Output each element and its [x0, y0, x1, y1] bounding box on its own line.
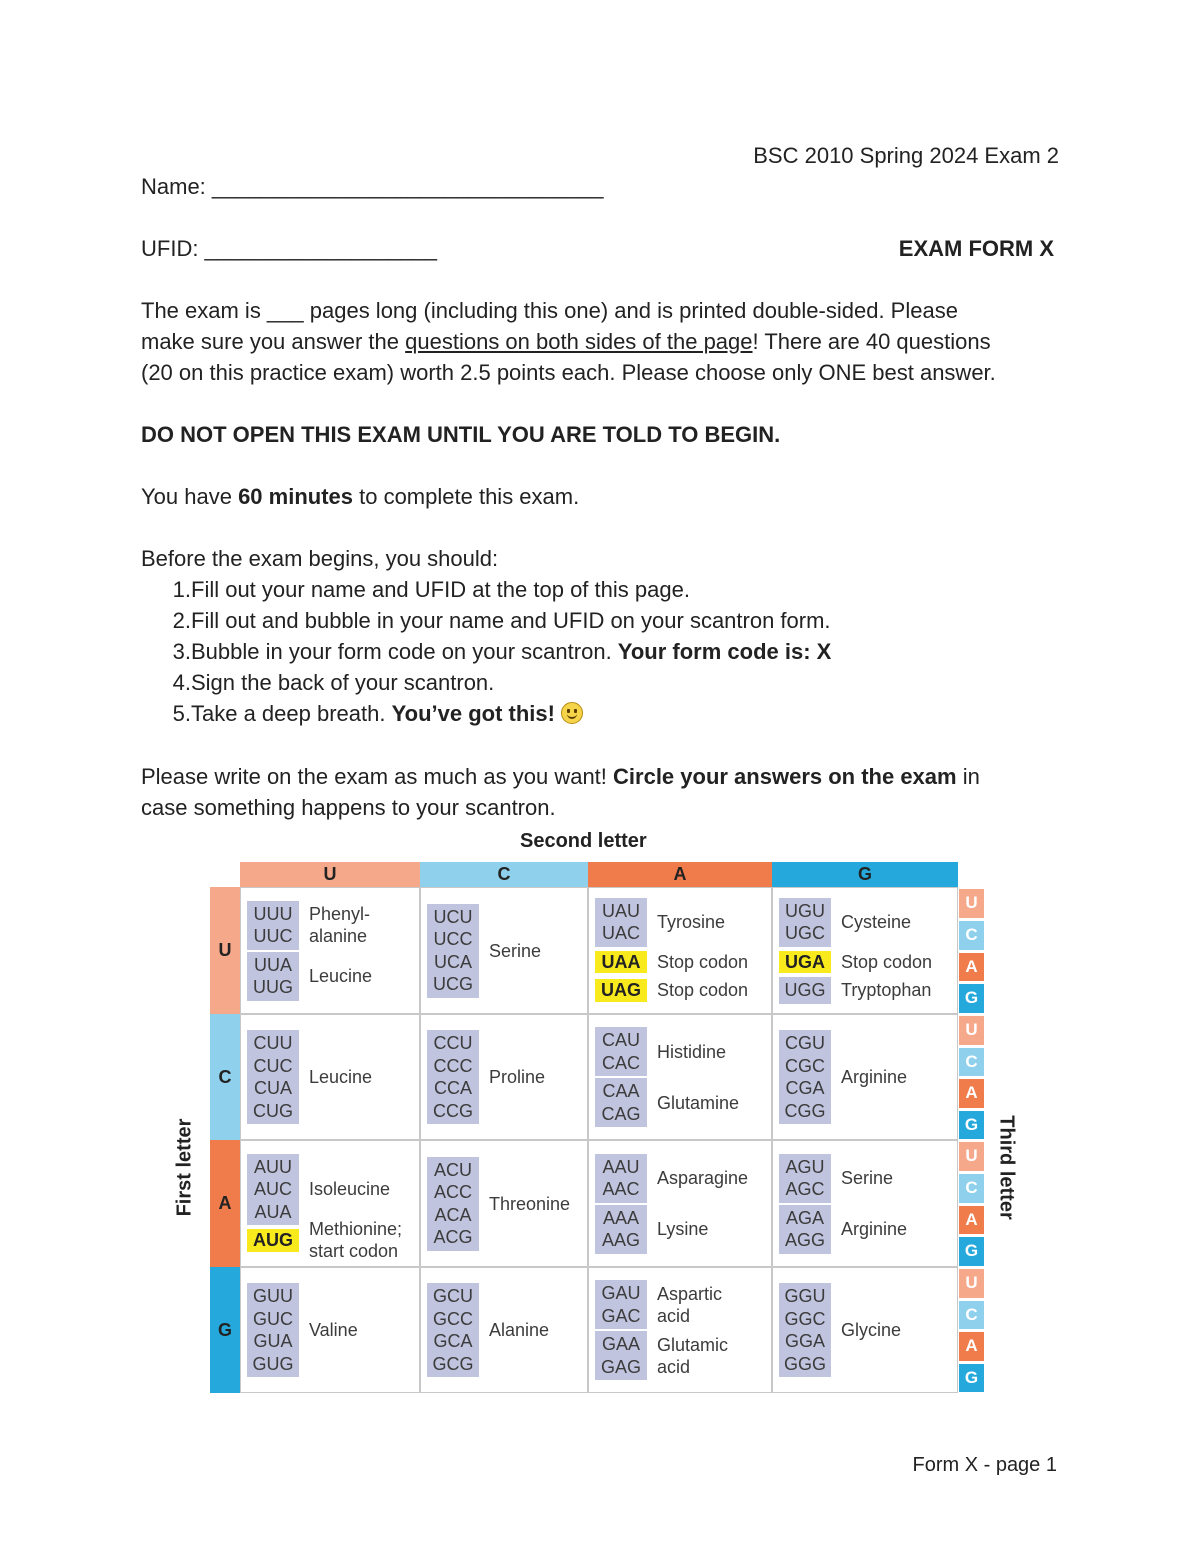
codon: CCA	[433, 1078, 472, 1098]
codon: CUC	[253, 1055, 293, 1076]
intro-line-3: (20 on this practice exam) worth 2.5 points each. Please choose only ONE best answer.	[141, 360, 996, 385]
amino-acid: Arginine	[841, 1067, 908, 1087]
amino-acid: Serine	[841, 1168, 894, 1188]
intro-text: ! There are 40 questions	[752, 329, 991, 354]
codon: AAG	[601, 1230, 640, 1250]
codon: GAA	[601, 1334, 640, 1354]
codon: GCA	[433, 1331, 473, 1351]
codon: UAC	[601, 923, 640, 943]
amino-acid: Phenyl-	[309, 904, 371, 924]
intro-text: make sure you answer the	[141, 329, 406, 354]
amino-acid: acid	[657, 1356, 691, 1377]
amino-acid: Alanine	[489, 1320, 550, 1340]
column-header-g: G	[772, 862, 958, 887]
codon: GCU	[433, 1286, 473, 1306]
list-text	[191, 698, 583, 729]
before-heading: Before the exam begins, you should:	[141, 546, 499, 571]
codon: AAU	[602, 1156, 640, 1177]
codon: AGG	[784, 1230, 825, 1250]
codon: AAA	[602, 1207, 640, 1228]
codon: GUC	[253, 1308, 293, 1329]
first-letter-title: First letter	[173, 1118, 196, 1217]
amino-acid: Leucine	[309, 1067, 373, 1087]
list-text: Fill out your name and UFID at the top of this page.	[191, 577, 690, 602]
amino-acid: Tyrosine	[657, 912, 726, 932]
codon: AGC	[785, 1179, 825, 1199]
time-text: to complete this exam.	[353, 484, 580, 509]
third-letter-g: G	[959, 1237, 984, 1266]
highlighted-codon: UGA	[779, 951, 831, 974]
course-title: BSC 2010 Spring 2024 Exam 2	[753, 143, 1059, 168]
time-text: You have	[141, 484, 239, 509]
amino-acid: Stop codon	[841, 951, 933, 972]
list-item	[121, 605, 831, 636]
codon: UCU	[433, 906, 473, 927]
codon: GGG	[783, 1353, 826, 1374]
codon: UGC	[785, 923, 825, 943]
column-header-c: C	[420, 862, 588, 887]
list-number: 4.	[172, 670, 191, 695]
closing-text: Please write on the exam as much as you want!	[141, 764, 614, 789]
third-letter-g: G	[959, 1364, 984, 1393]
row-header-g: G	[210, 1267, 240, 1393]
list-item	[121, 698, 555, 729]
warning: DO NOT OPEN THIS EXAM UNTIL YOU ARE TOLD TO BEGIN.	[141, 422, 781, 447]
third-letter-a: A	[959, 1206, 984, 1235]
amino-acid: Glutamine	[657, 1092, 740, 1113]
amino-acid: Valine	[309, 1320, 358, 1340]
amino-acid: start codon	[309, 1241, 399, 1262]
codon: UCA	[433, 951, 472, 972]
codon: AUC	[253, 1179, 292, 1199]
list-text: Fill out and bubble in your name and UFID on your scantron form.	[191, 608, 831, 633]
codon: GGC	[784, 1308, 826, 1329]
codon: CAC	[601, 1052, 640, 1073]
second-letter-title: Second letter	[520, 830, 647, 852]
row-header-a: A	[210, 1140, 240, 1267]
third-letter-g: G	[959, 1111, 984, 1140]
time-line	[141, 481, 579, 512]
amino-acid: Tryptophan	[841, 980, 932, 1001]
codon: AUA	[254, 1201, 292, 1222]
amino-acid: Stop codon	[657, 980, 749, 1001]
third-letter-u: U	[959, 1269, 984, 1298]
codon-table	[173, 828, 1020, 1398]
codon: GAU	[601, 1283, 641, 1303]
amino-acid: Arginine	[841, 1219, 908, 1239]
codon: UGG	[784, 980, 826, 1000]
amino-acid: Lysine	[657, 1219, 709, 1239]
list-number: 5.	[172, 701, 191, 726]
codon: CAG	[601, 1103, 641, 1124]
codon: UUA	[253, 954, 292, 975]
name-field[interactable]: Name: ________________________________	[141, 174, 604, 199]
codon: CCG	[433, 1100, 473, 1121]
intro-line-1: The exam is ___ pages long (including this one) and is printed double-sided. Please	[141, 298, 958, 323]
third-letter-c: C	[959, 1301, 984, 1330]
codon: AGU	[785, 1156, 825, 1177]
third-letter-title: Third letter	[995, 1115, 1018, 1220]
closing-line-1	[141, 761, 980, 792]
amino-acid: Asparagine	[657, 1168, 749, 1188]
third-letter-u: U	[959, 889, 984, 918]
codon: GGU	[784, 1286, 826, 1306]
ufid-field[interactable]: UFID: ___________________	[141, 236, 438, 261]
amino-acid: Proline	[489, 1067, 546, 1087]
closing-text: in	[956, 764, 980, 789]
codon: CUG	[253, 1100, 293, 1121]
amino-acid: acid	[657, 1305, 691, 1326]
codon: UUC	[253, 926, 293, 946]
list-item	[121, 667, 495, 698]
codon: CGA	[785, 1078, 825, 1098]
third-letter-u: U	[959, 1016, 984, 1045]
form-code: Your form code is: X	[617, 639, 832, 664]
exam-form-label: EXAM FORM X	[898, 236, 1054, 261]
codon: UCG	[433, 974, 473, 994]
codon: CGC	[785, 1055, 825, 1076]
list-number: 1.	[172, 577, 191, 602]
list-text-plain: Take a deep breath.	[191, 701, 392, 726]
list-item	[121, 574, 690, 605]
list-text	[191, 636, 831, 667]
third-letter-a: A	[959, 1079, 984, 1108]
time-bold: 60 minutes	[238, 484, 353, 509]
codon: UGU	[785, 900, 825, 921]
codon: CAU	[601, 1030, 640, 1050]
highlighted-codon: AUG	[247, 1229, 299, 1252]
list-item	[121, 636, 832, 667]
codon: ACG	[433, 1227, 473, 1247]
codon: AAC	[602, 1179, 640, 1199]
codon: GUA	[253, 1331, 293, 1351]
smiley-icon	[561, 702, 583, 724]
codon: CGU	[785, 1033, 825, 1053]
codon: CGG	[784, 1100, 826, 1121]
column-header-u: U	[240, 862, 420, 887]
amino-acid: Isoleucine	[309, 1179, 391, 1200]
codon: GUG	[252, 1353, 294, 1374]
list-number: 3.	[172, 639, 191, 664]
codon: UUG	[253, 977, 293, 997]
third-letter-u: U	[959, 1142, 984, 1171]
codon: AGA	[785, 1207, 824, 1228]
list-text: Sign the back of your scantron.	[191, 670, 495, 695]
codon: ACU	[433, 1159, 472, 1180]
row-header-c: C	[210, 1014, 240, 1140]
amino-acid: Stop codon	[657, 951, 749, 972]
third-letter-c: C	[959, 921, 984, 950]
codon: CCC	[433, 1055, 473, 1076]
amino-acid: Threonine	[489, 1193, 571, 1214]
third-letter-a: A	[959, 953, 984, 982]
codon: ACA	[434, 1204, 472, 1225]
codon: CUA	[253, 1078, 292, 1098]
codon: GCC	[433, 1308, 473, 1329]
codon: GCG	[432, 1353, 474, 1374]
row-header-u: U	[210, 887, 240, 1014]
page-footer: Form X - page 1	[912, 1454, 1057, 1476]
list-text-plain: Bubble in your form code on your scantron.	[191, 639, 618, 664]
amino-acid: Cysteine	[841, 912, 912, 932]
amino-acid: Serine	[489, 940, 542, 961]
codon: UAU	[601, 900, 640, 921]
amino-acid: Leucine	[309, 966, 373, 986]
intro-line-2	[141, 326, 991, 357]
amino-acid: Histidine	[657, 1041, 727, 1062]
amino-acid: alanine	[309, 926, 368, 946]
amino-acid: Glycine	[841, 1320, 902, 1340]
codon: CAA	[602, 1081, 640, 1101]
amino-acid: Aspartic	[657, 1283, 723, 1304]
codon: AUU	[253, 1156, 292, 1177]
amino-acid: Glutamic	[657, 1334, 729, 1355]
intro-underline: questions on both sides of the page	[405, 329, 753, 354]
closing-line-2: case something happens to your scantron.	[141, 795, 556, 820]
list-number: 2.	[172, 608, 191, 633]
amino-acid: Methionine;	[309, 1219, 403, 1240]
codon: CUU	[253, 1033, 293, 1053]
third-letter-c: C	[959, 1174, 984, 1203]
codon: UUU	[253, 903, 293, 924]
third-letter-c: C	[959, 1048, 984, 1077]
column-header-a: A	[588, 862, 772, 887]
third-letter-a: A	[959, 1332, 984, 1361]
codon: GGA	[784, 1331, 825, 1351]
codon: UCC	[433, 929, 473, 949]
third-letter-g: G	[959, 984, 984, 1013]
encouragement: You’ve got this!	[391, 701, 555, 726]
codon: ACC	[433, 1182, 472, 1202]
codon: GAC	[601, 1305, 641, 1326]
closing-bold: Circle your answers on the exam	[613, 764, 957, 789]
codon: GUU	[253, 1286, 293, 1306]
highlighted-codon: UAG	[595, 979, 647, 1002]
codon: GAG	[600, 1356, 641, 1377]
codon: CCU	[433, 1033, 473, 1053]
highlighted-codon: UAA	[595, 951, 647, 974]
